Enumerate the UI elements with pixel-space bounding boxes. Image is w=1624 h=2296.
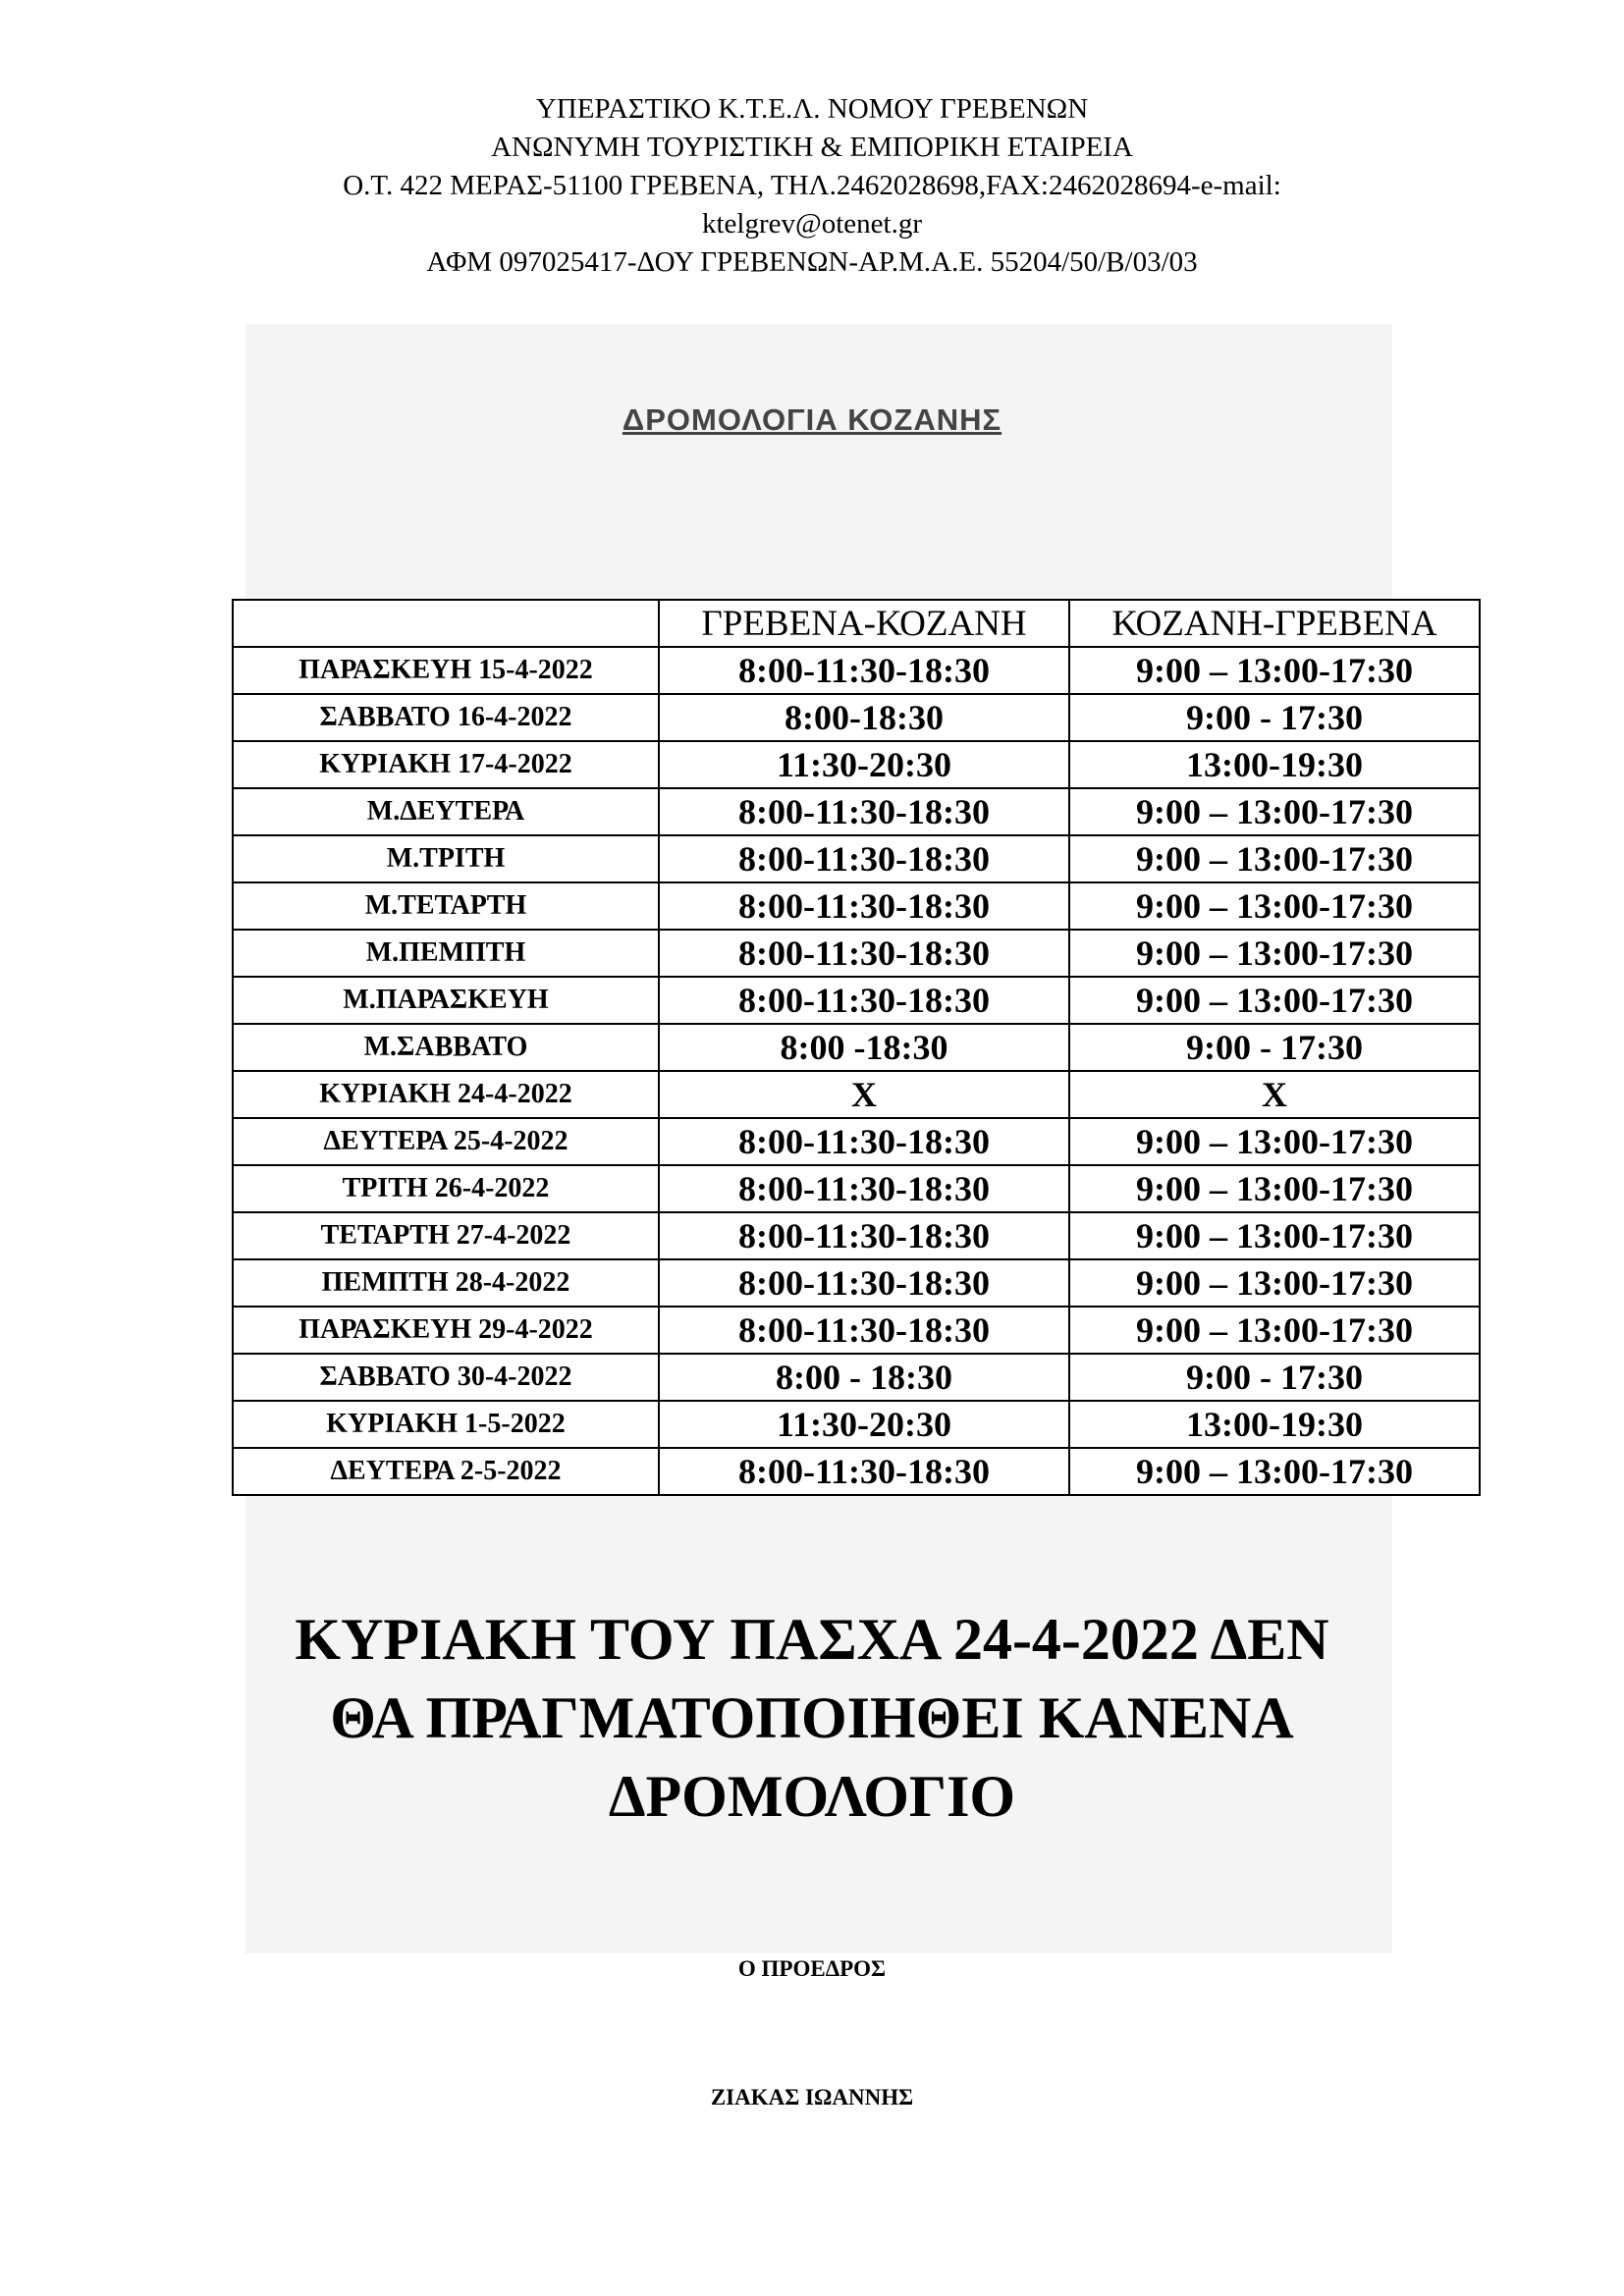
schedule-table <box>232 599 1481 1496</box>
grevena-kozani-times-cell: X <box>659 1071 1069 1118</box>
kozani-grevena-times-cell: 9:00 - 17:30 <box>1069 1024 1480 1071</box>
notice-line: ΘΑ ΠΡΑΓΜΑΤΟΠΟΙΗΘΕΙ ΚΑΝΕΝΑ <box>330 1685 1294 1750</box>
day-cell: ΠΑΡΑΣΚΕΥΗ 29-4-2022 <box>233 1307 659 1354</box>
schedule-body <box>233 647 1480 1495</box>
day-cell: Μ.ΤΡΙΤΗ <box>233 835 659 882</box>
day-cell: ΤΡΙΤΗ 26-4-2022 <box>233 1165 659 1212</box>
kozani-grevena-times-cell: 9:00 – 13:00-17:30 <box>1069 1212 1480 1259</box>
signature-title: Ο ΠΡΟΕΔΡΟΣ <box>737 1956 887 1981</box>
grevena-kozani-times-cell: 8:00-18:30 <box>659 694 1069 741</box>
table-row <box>233 1165 1480 1212</box>
grevena-kozani-times-cell: 8:00-11:30-18:30 <box>659 1165 1069 1212</box>
table-row <box>233 694 1480 741</box>
header-company-name: ΥΠΕΡΑΣΤΙΚΟ Κ.Τ.Ε.Λ. ΝΟΜΟΥ ΓΡΕΒΕΝΩΝ <box>535 93 1089 125</box>
day-cell: ΠΕΜΠΤΗ 28-4-2022 <box>233 1259 659 1307</box>
kozani-grevena-times-cell: 9:00 – 13:00-17:30 <box>1069 1259 1480 1307</box>
grevena-kozani-times-cell: 8:00-11:30-18:30 <box>659 835 1069 882</box>
grevena-kozani-times-cell: 11:30-20:30 <box>659 741 1069 788</box>
table-row <box>233 1259 1480 1307</box>
header-tax-info: ΑΦΜ 097025417-ΔΟΥ ΓΡΕΒΕΝΩΝ-ΑΡ.Μ.Α.Ε. 55204/50/Β/03/03 <box>426 246 1198 278</box>
grevena-kozani-times-cell: 8:00-11:30-18:30 <box>659 1212 1069 1259</box>
notice-line: ΔΡΟΜΟΛΟΓΙΟ <box>608 1764 1016 1829</box>
table-row <box>233 882 1480 930</box>
table-row <box>233 1354 1480 1401</box>
grevena-kozani-times-cell: 8:00-11:30-18:30 <box>659 1448 1069 1495</box>
day-cell: ΠΑΡΑΣΚΕΥΗ 15-4-2022 <box>233 647 659 694</box>
table-row <box>233 1401 1480 1448</box>
kozani-grevena-times-cell: 9:00 – 13:00-17:30 <box>1069 835 1480 882</box>
kozani-grevena-times-cell: 9:00 – 13:00-17:30 <box>1069 647 1480 694</box>
grevena-kozani-times-cell: 8:00-11:30-18:30 <box>659 977 1069 1024</box>
day-cell: Μ.ΣΑΒΒΑΤΟ <box>233 1024 659 1071</box>
day-cell: Μ.ΔΕΥΤΕΡΑ <box>233 788 659 835</box>
table-row <box>233 930 1480 977</box>
table-row <box>233 1212 1480 1259</box>
day-cell: Μ.ΤΕΤΑΡΤΗ <box>233 882 659 930</box>
grevena-kozani-times-cell: 8:00-11:30-18:30 <box>659 788 1069 835</box>
day-cell: ΚΥΡΙΑΚΗ 17-4-2022 <box>233 741 659 788</box>
table-row <box>233 835 1480 882</box>
kozani-grevena-times-cell: 9:00 – 13:00-17:30 <box>1069 788 1480 835</box>
kozani-grevena-times-cell: 9:00 – 13:00-17:30 <box>1069 1165 1480 1212</box>
grevena-kozani-times-cell: 8:00 -18:30 <box>659 1024 1069 1071</box>
kozani-grevena-times-cell: 13:00-19:30 <box>1069 741 1480 788</box>
column-header-grevena-kozani: ΓΡΕΒΕΝΑ-ΚΟΖΑΝΗ <box>659 600 1069 647</box>
table-row <box>233 977 1480 1024</box>
kozani-grevena-times-cell: 9:00 – 13:00-17:30 <box>1069 1118 1480 1165</box>
column-header-kozani-grevena: ΚΟΖΑΝΗ-ΓΡΕΒΕΝΑ <box>1069 600 1480 647</box>
kozani-grevena-times-cell: 9:00 – 13:00-17:30 <box>1069 882 1480 930</box>
easter-notice <box>0 1600 1624 1836</box>
signature-name: ΖΙΑΚΑΣ ΙΩΑΝΝΗΣ <box>710 2085 914 2109</box>
grevena-kozani-times-cell: 8:00-11:30-18:30 <box>659 1259 1069 1307</box>
day-cell: ΔΕΥΤΕΡΑ 2-5-2022 <box>233 1448 659 1495</box>
grevena-kozani-times-cell: 8:00-11:30-18:30 <box>659 1118 1069 1165</box>
grevena-kozani-times-cell: 8:00 - 18:30 <box>659 1354 1069 1401</box>
day-cell: ΚΥΡΙΑΚΗ 24-4-2022 <box>233 1071 659 1118</box>
kozani-grevena-times-cell: 9:00 – 13:00-17:30 <box>1069 1448 1480 1495</box>
table-row <box>233 1448 1480 1495</box>
kozani-grevena-times-cell: 9:00 – 13:00-17:30 <box>1069 1307 1480 1354</box>
header-email: ktelgrev@otenet.gr <box>702 208 922 240</box>
grevena-kozani-times-cell: 8:00-11:30-18:30 <box>659 882 1069 930</box>
kozani-grevena-times-cell: 9:00 - 17:30 <box>1069 1354 1480 1401</box>
day-cell: ΤΕΤΑΡΤΗ 27-4-2022 <box>233 1212 659 1259</box>
kozani-grevena-times-cell: 13:00-19:30 <box>1069 1401 1480 1448</box>
table-row <box>233 1071 1480 1118</box>
header-company-type: ΑΝΩΝΥΜΗ ΤΟΥΡΙΣΤΙΚΗ & ΕΜΠΟΡΙΚΗ ΕΤΑΙΡΕΙΑ <box>491 132 1133 163</box>
page-title: ΔΡΟΜΟΛΟΓΙΑ ΚΟΖΑΝΗΣ <box>622 402 1002 437</box>
table-row <box>233 1307 1480 1354</box>
company-header <box>0 90 1624 282</box>
column-header-day <box>233 600 659 647</box>
table-row <box>233 1024 1480 1071</box>
grevena-kozani-times-cell: 8:00-11:30-18:30 <box>659 930 1069 977</box>
table-row <box>233 741 1480 788</box>
notice-line: ΚΥΡΙΑΚΗ ΤΟΥ ΠΑΣΧΑ 24-4-2022 ΔΕΝ <box>295 1607 1329 1672</box>
day-cell: Μ.ΠΑΡΑΣΚΕΥΗ <box>233 977 659 1024</box>
day-cell: Μ.ΠΕΜΠΤΗ <box>233 930 659 977</box>
kozani-grevena-times-cell: 9:00 – 13:00-17:30 <box>1069 977 1480 1024</box>
day-cell: ΔΕΥΤΕΡΑ 25-4-2022 <box>233 1118 659 1165</box>
table-header-row <box>233 600 1480 647</box>
header-address-contact: Ο.Τ. 422 ΜΕΡΑΣ-51100 ΓΡΕΒΕΝΑ, ΤΗΛ.2462028698,FAX:2462028694-e-mail: <box>343 170 1281 201</box>
table-row <box>233 647 1480 694</box>
kozani-grevena-times-cell: X <box>1069 1071 1480 1118</box>
day-cell: ΚΥΡΙΑΚΗ 1-5-2022 <box>233 1401 659 1448</box>
kozani-grevena-times-cell: 9:00 – 13:00-17:30 <box>1069 930 1480 977</box>
table-row <box>233 788 1480 835</box>
grevena-kozani-times-cell: 11:30-20:30 <box>659 1401 1069 1448</box>
day-cell: ΣΑΒΒΑΤΟ 30-4-2022 <box>233 1354 659 1401</box>
table-row <box>233 1118 1480 1165</box>
grevena-kozani-times-cell: 8:00-11:30-18:30 <box>659 1307 1069 1354</box>
day-cell: ΣΑΒΒΑΤΟ 16-4-2022 <box>233 694 659 741</box>
grevena-kozani-times-cell: 8:00-11:30-18:30 <box>659 647 1069 694</box>
kozani-grevena-times-cell: 9:00 - 17:30 <box>1069 694 1480 741</box>
